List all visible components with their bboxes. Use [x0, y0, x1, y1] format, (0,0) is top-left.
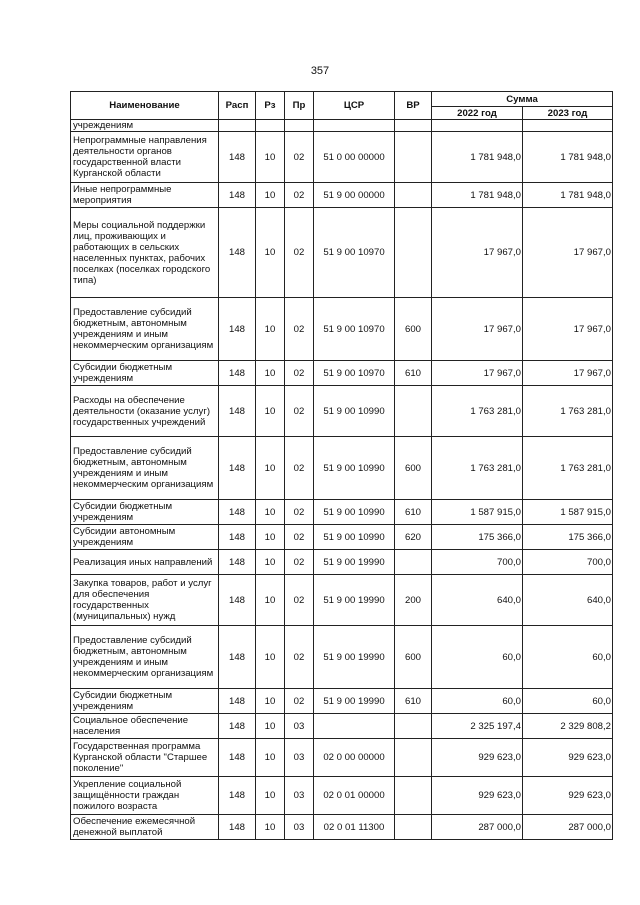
cell-rz: 10	[256, 550, 285, 575]
cell-vr: 610	[395, 500, 432, 525]
table-row	[71, 500, 613, 525]
cell-rz: 10	[256, 361, 285, 386]
cell-vr: 610	[395, 361, 432, 386]
table-body	[71, 120, 613, 840]
table-row	[71, 626, 613, 689]
page-number: 357	[310, 65, 330, 77]
cell-rasp: 148	[219, 575, 256, 626]
header-sum: Сумма	[432, 92, 613, 107]
cell-pr: 02	[285, 208, 314, 298]
cell-csr: 51 9 00 10970	[314, 208, 395, 298]
cell-vr	[395, 739, 432, 777]
cell-rz: 10	[256, 575, 285, 626]
table-row	[71, 739, 613, 777]
cell-name: Реализация иных направлений	[71, 550, 219, 575]
cell-sum-2022: 17 967,0	[432, 298, 523, 361]
cell-vr	[395, 777, 432, 815]
cell-sum-2022: 175 366,0	[432, 525, 523, 550]
cell-sum-2023: 1 781 948,0	[523, 132, 613, 183]
cell-rz: 10	[256, 626, 285, 689]
cell-csr: 51 9 00 10970	[314, 298, 395, 361]
cell-sum-2023: 700,0	[523, 550, 613, 575]
cell-pr: 02	[285, 437, 314, 500]
table-row	[71, 575, 613, 626]
cell-sum-2023: 2 329 808,2	[523, 714, 613, 739]
cell-pr: 02	[285, 525, 314, 550]
cell-sum-2023: 60,0	[523, 626, 613, 689]
cell-sum-2023: 175 366,0	[523, 525, 613, 550]
cell-csr: 51 0 00 00000	[314, 132, 395, 183]
table-row	[71, 361, 613, 386]
budget-table	[70, 91, 613, 840]
cell-sum-2022: 1 781 948,0	[432, 183, 523, 208]
cell-sum-2022: 17 967,0	[432, 208, 523, 298]
cell-rasp: 148	[219, 386, 256, 437]
header-2022: 2022 год	[432, 107, 523, 120]
cell-sum-2023: 1 587 915,0	[523, 500, 613, 525]
cell-rz: 10	[256, 132, 285, 183]
cell-vr	[395, 714, 432, 739]
cell-vr	[395, 132, 432, 183]
table-row	[71, 386, 613, 437]
cell-name: Предоставление субсидий бюджетным, автономным учреждениям и иным некоммерческим организациям	[71, 298, 219, 361]
cell-csr: 02 0 01 11300	[314, 815, 395, 840]
table-row	[71, 132, 613, 183]
cell-rasp	[219, 120, 256, 132]
table-row	[71, 437, 613, 500]
cell-sum-2023	[523, 120, 613, 132]
cell-sum-2022: 929 623,0	[432, 777, 523, 815]
cell-sum-2023: 1 763 281,0	[523, 437, 613, 500]
table-row	[71, 183, 613, 208]
cell-pr: 03	[285, 739, 314, 777]
cell-csr: 51 9 00 19990	[314, 689, 395, 714]
cell-csr	[314, 714, 395, 739]
cell-sum-2022: 1 587 915,0	[432, 500, 523, 525]
table-row	[71, 298, 613, 361]
cell-vr	[395, 815, 432, 840]
cell-csr: 51 9 00 10990	[314, 386, 395, 437]
cell-sum-2022: 700,0	[432, 550, 523, 575]
header-rasp: Расп	[219, 92, 256, 120]
cell-rasp: 148	[219, 689, 256, 714]
cell-vr	[395, 550, 432, 575]
cell-sum-2023: 60,0	[523, 689, 613, 714]
cell-sum-2022: 1 781 948,0	[432, 132, 523, 183]
cell-rz	[256, 120, 285, 132]
cell-name: Субсидии автономным учреждениям	[71, 525, 219, 550]
cell-rasp: 148	[219, 714, 256, 739]
cell-rasp: 148	[219, 183, 256, 208]
header-rz: Рз	[256, 92, 285, 120]
cell-sum-2022: 17 967,0	[432, 361, 523, 386]
cell-rz: 10	[256, 815, 285, 840]
cell-vr: 600	[395, 437, 432, 500]
cell-sum-2022: 1 763 281,0	[432, 386, 523, 437]
cell-sum-2022: 640,0	[432, 575, 523, 626]
table-row	[71, 689, 613, 714]
header-row	[71, 92, 613, 107]
cell-vr	[395, 120, 432, 132]
cell-rz: 10	[256, 386, 285, 437]
cell-rasp: 148	[219, 132, 256, 183]
cell-pr: 02	[285, 500, 314, 525]
cell-name: Субсидии бюджетным учреждениям	[71, 689, 219, 714]
cell-pr: 03	[285, 777, 314, 815]
cell-csr: 51 9 00 10990	[314, 525, 395, 550]
cell-csr: 51 9 00 10970	[314, 361, 395, 386]
cell-pr: 02	[285, 361, 314, 386]
cell-vr: 610	[395, 689, 432, 714]
cell-sum-2023: 287 000,0	[523, 815, 613, 840]
table-row	[71, 777, 613, 815]
cell-name: Государственная программа Курганской области "Старшее поколение"	[71, 739, 219, 777]
cell-vr: 200	[395, 575, 432, 626]
table-row	[71, 815, 613, 840]
cell-vr: 600	[395, 298, 432, 361]
cell-rz: 10	[256, 739, 285, 777]
cell-rz: 10	[256, 298, 285, 361]
cell-rasp: 148	[219, 361, 256, 386]
cell-name: Непрограммные направления деятельности органов государственной власти Курганской области	[71, 132, 219, 183]
cell-pr: 02	[285, 550, 314, 575]
cell-rasp: 148	[219, 298, 256, 361]
cell-pr: 02	[285, 183, 314, 208]
cell-csr: 51 9 00 19990	[314, 550, 395, 575]
cell-sum-2023: 17 967,0	[523, 361, 613, 386]
cell-rz: 10	[256, 500, 285, 525]
cell-vr: 600	[395, 626, 432, 689]
cell-sum-2022: 60,0	[432, 626, 523, 689]
cell-sum-2023: 17 967,0	[523, 208, 613, 298]
cell-csr: 51 9 00 00000	[314, 183, 395, 208]
cell-sum-2022	[432, 120, 523, 132]
cell-rasp: 148	[219, 815, 256, 840]
cell-vr	[395, 386, 432, 437]
cell-vr	[395, 208, 432, 298]
cell-rasp: 148	[219, 739, 256, 777]
table-row	[71, 525, 613, 550]
cell-pr	[285, 120, 314, 132]
cell-name: Предоставление субсидий бюджетным, автономным учреждениям и иным некоммерческим организациям	[71, 437, 219, 500]
cell-sum-2023: 929 623,0	[523, 739, 613, 777]
cell-csr: 51 9 00 19990	[314, 575, 395, 626]
cell-name: Закупка товаров, работ и услуг для обеспечения государственных (муниципальных) нужд	[71, 575, 219, 626]
cell-sum-2023: 17 967,0	[523, 298, 613, 361]
cell-pr: 02	[285, 386, 314, 437]
cell-csr: 51 9 00 19990	[314, 626, 395, 689]
cell-csr	[314, 120, 395, 132]
cell-sum-2022: 60,0	[432, 689, 523, 714]
cell-sum-2023: 640,0	[523, 575, 613, 626]
cell-name: Расходы на обеспечение деятельности (оказание услуг) государственных учреждений	[71, 386, 219, 437]
cell-name: Укрепление социальной защищённости граждан пожилого возраста	[71, 777, 219, 815]
cell-sum-2023: 1 781 948,0	[523, 183, 613, 208]
header-csr: ЦСР	[314, 92, 395, 120]
cell-pr: 02	[285, 132, 314, 183]
header-2023: 2023 год	[523, 107, 613, 120]
cell-name: Предоставление субсидий бюджетным, автономным учреждениям и иным некоммерческим организациям	[71, 626, 219, 689]
cell-pr: 03	[285, 714, 314, 739]
cell-csr: 02 0 01 00000	[314, 777, 395, 815]
cell-rasp: 148	[219, 437, 256, 500]
table-row	[71, 120, 613, 132]
table-row	[71, 714, 613, 739]
header-vr: ВР	[395, 92, 432, 120]
cell-rasp: 148	[219, 525, 256, 550]
cell-sum-2023: 929 623,0	[523, 777, 613, 815]
cell-rz: 10	[256, 689, 285, 714]
cell-pr: 02	[285, 298, 314, 361]
cell-name: Социальное обеспечение населения	[71, 714, 219, 739]
cell-csr: 51 9 00 10990	[314, 500, 395, 525]
cell-name: Обеспечение ежемесячной денежной выплатой	[71, 815, 219, 840]
cell-rasp: 148	[219, 550, 256, 575]
cell-sum-2022: 287 000,0	[432, 815, 523, 840]
cell-csr: 02 0 00 00000	[314, 739, 395, 777]
cell-name: Субсидии бюджетным учреждениям	[71, 361, 219, 386]
cell-rz: 10	[256, 777, 285, 815]
cell-pr: 02	[285, 575, 314, 626]
cell-rasp: 148	[219, 777, 256, 815]
cell-sum-2022: 929 623,0	[432, 739, 523, 777]
cell-rasp: 148	[219, 500, 256, 525]
cell-pr: 02	[285, 626, 314, 689]
cell-vr	[395, 183, 432, 208]
cell-csr: 51 9 00 10990	[314, 437, 395, 500]
cell-rasp: 148	[219, 626, 256, 689]
cell-rasp: 148	[219, 208, 256, 298]
cell-pr: 02	[285, 689, 314, 714]
table-row	[71, 208, 613, 298]
cell-name: учреждениям	[71, 120, 219, 132]
cell-vr: 620	[395, 525, 432, 550]
cell-name: Иные непрограммные мероприятия	[71, 183, 219, 208]
cell-sum-2022: 2 325 197,4	[432, 714, 523, 739]
cell-pr: 03	[285, 815, 314, 840]
cell-sum-2022: 1 763 281,0	[432, 437, 523, 500]
cell-sum-2023: 1 763 281,0	[523, 386, 613, 437]
header-pr: Пр	[285, 92, 314, 120]
cell-rz: 10	[256, 714, 285, 739]
table-row	[71, 550, 613, 575]
header-name: Наименование	[71, 92, 219, 120]
cell-name: Меры социальной поддержки лиц, проживающих и работающих в сельских населенных пунктах, рабочих поселках (поселках городского типа)	[71, 208, 219, 298]
cell-rz: 10	[256, 183, 285, 208]
cell-name: Субсидии бюджетным учреждениям	[71, 500, 219, 525]
cell-rz: 10	[256, 525, 285, 550]
cell-rz: 10	[256, 208, 285, 298]
cell-rz: 10	[256, 437, 285, 500]
